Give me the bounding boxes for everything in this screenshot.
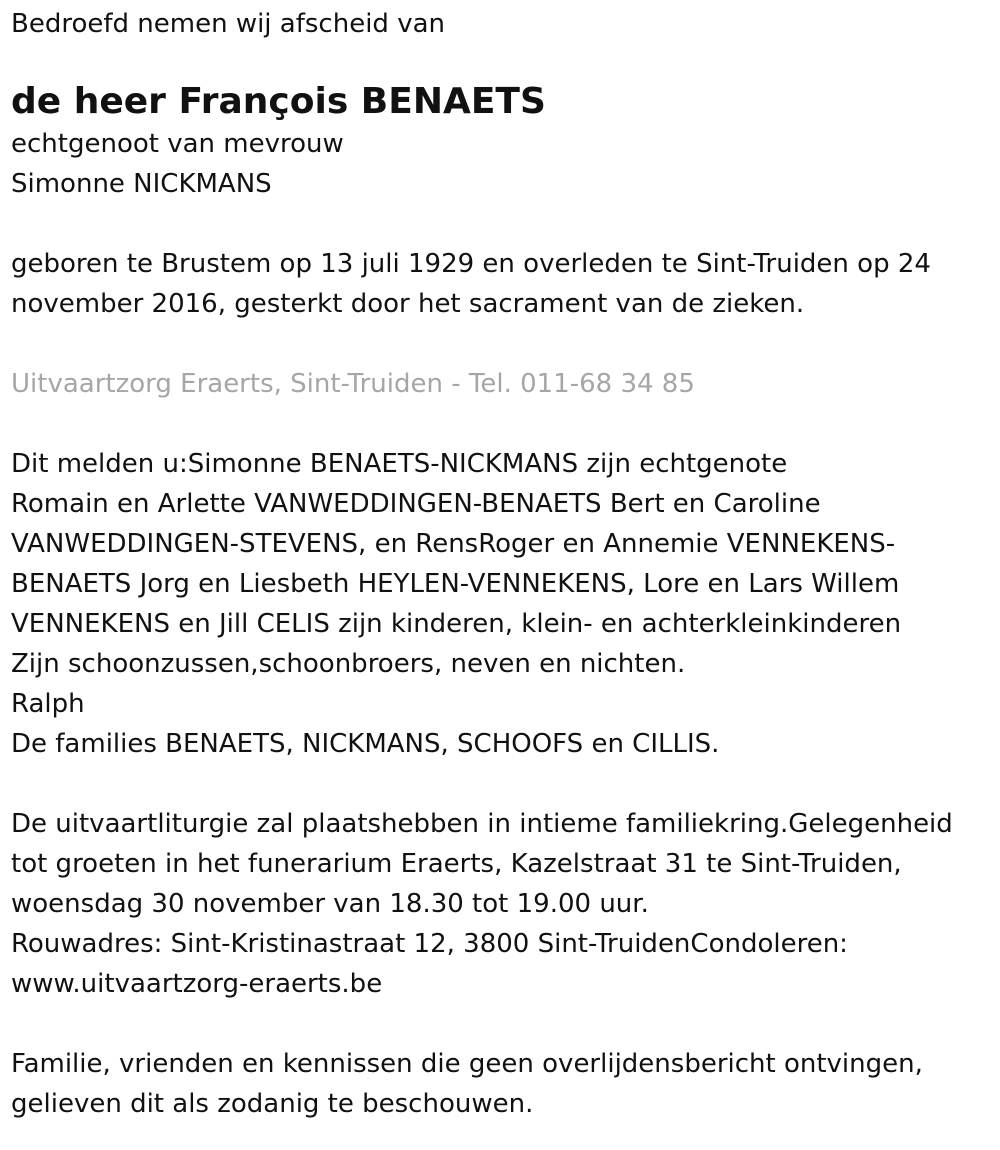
spacer	[11, 204, 988, 244]
spacer	[11, 324, 988, 364]
funeral-home-contact: Uitvaartzorg Eraerts, Sint-Truiden - Tel. 011-68 34 85	[11, 369, 695, 399]
mourning-address: Rouwadres: Sint-Kristinastraat 12, 3800 Sint-TruidenCondoleren: www.uitvaartzorg-eraerts.be	[11, 929, 848, 999]
family-line: Zijn schoonzussen,schoonbroers, neven en nichten.	[11, 649, 686, 679]
family-line: Ralph	[11, 689, 85, 719]
deceased-name: de heer François BENAETS	[11, 81, 546, 122]
family-line: Dit melden u:Simonne BENAETS-NICKMANS zijn echtgenote	[11, 449, 788, 479]
intro-text: Bedroefd nemen wij afscheid van	[11, 9, 445, 39]
family-line: VENNEKENS en Jill CELIS zijn kinderen, klein- en achterkleinkinderen	[11, 609, 902, 639]
family-line: BENAETS Jorg en Liesbeth HEYLEN-VENNEKENS, Lore en Lars Willem	[11, 569, 900, 599]
family-line: VANWEDDINGEN-STEVENS, en RensRoger en Annemie VENNEKENS-	[11, 529, 896, 559]
family-line: Romain en Arlette VANWEDDINGEN-BENAETS Bert en Caroline	[11, 489, 821, 519]
birth-death-text: geboren te Brustem op 13 juli 1929 en overleden te Sint-Truiden op 24 november 2016, gesterkt door het sacrament van de zieken.	[11, 249, 931, 319]
closing-text: Familie, vrienden en kennissen die geen overlijdensbericht ontvingen, gelieven dit als zodanig te beschouwen.	[11, 1049, 923, 1119]
family-announcement	[11, 444, 988, 764]
spacer	[11, 404, 988, 444]
family-line: De families BENAETS, NICKMANS, SCHOOFS en CILLIS.	[11, 729, 720, 759]
spouse-line-2: Simonne NICKMANS	[11, 169, 272, 199]
spouse-line-1: echtgenoot van mevrouw	[11, 129, 344, 159]
spacer	[11, 1004, 988, 1044]
spacer	[11, 764, 988, 804]
liturgy-text: De uitvaartliturgie zal plaatshebben in intieme familiekring.Gelegenheid tot groeten in het funerarium Eraerts, Kazelstraat 31 te Sint-Truiden, woensdag 30 november van 18.30 tot 19.00 uur.	[11, 809, 953, 919]
